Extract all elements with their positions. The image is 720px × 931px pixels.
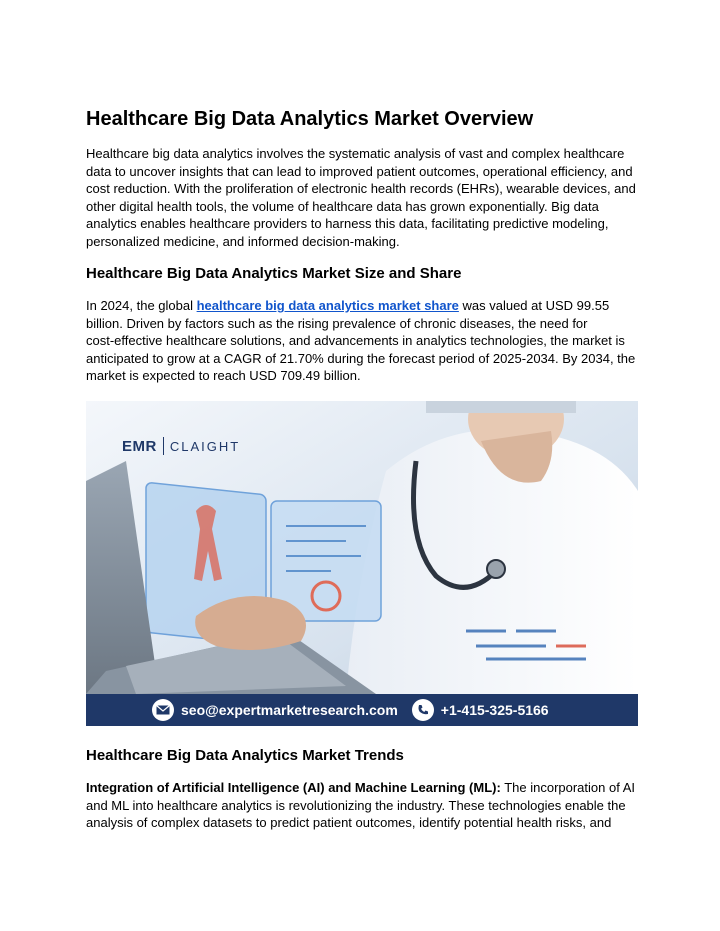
line-text: was valued at USD 99.55 — [458, 298, 610, 313]
overview-line: other digital health tools, the volume of healthcare data has grown exponentially. Big data — [86, 198, 599, 214]
overview-line: data to uncover insights that can lead to improved patient outcomes, operational efficiency, and — [86, 163, 633, 179]
trends-paragraph — [86, 779, 646, 832]
overview-line: analytics enables healthcare providers to harness this data, facilitating predictive modeling, — [86, 216, 609, 231]
overview-line: personalized medicine, and informed decision-making. — [86, 233, 400, 249]
market-share-link[interactable]: healthcare big data analytics market share — [196, 298, 459, 313]
line-text: The incorporation of AI — [500, 780, 636, 795]
size-share-line: cost-effective healthcare solutions, and advancements in analytics technologies, the market is — [86, 333, 625, 348]
emr-claight-logo — [122, 437, 240, 455]
contact-email: seo@expertmarketresearch.com — [181, 702, 398, 718]
contact-phone: +1-415-325-5166 — [440, 702, 549, 718]
promo-banner-image — [86, 401, 638, 726]
overview-line: Healthcare big data analytics involves the systematic analysis of vast and complex healthcare — [86, 146, 625, 161]
size-share-paragraph — [86, 297, 646, 385]
trend-lead: Integration of Artificial Intelligence (AI) and Machine Learning (ML): — [86, 780, 501, 795]
size-share-line: anticipated to grow at a CAGR of 21.70% during the forecast period of 2025-2034. By 2034, the — [86, 350, 636, 366]
trends-line: and ML into healthcare analytics is revolutionizing the industry. These technologies enable the — [86, 797, 626, 813]
overview-line: cost reduction. With the proliferation of electronic health records (EHRs), wearable devices, and — [86, 181, 636, 196]
contact-bar — [86, 694, 638, 726]
phone-icon — [412, 699, 434, 721]
logo-emr-text: EMR — [122, 437, 157, 455]
logo-claight-text: CLAIGHT — [169, 438, 241, 454]
trends-heading: Healthcare Big Data Analytics Market Trends — [86, 747, 404, 764]
envelope-icon — [152, 699, 174, 721]
trends-line — [86, 779, 646, 797]
trends-line: analysis of complex datasets to predict patient outcomes, identify potential health risks, and — [86, 815, 612, 830]
size-share-line: market is expected to reach USD 709.49 billion. — [86, 368, 361, 383]
size-share-line — [86, 297, 646, 315]
logo-divider — [163, 437, 164, 455]
overview-paragraph — [86, 145, 646, 250]
line-text: In 2024, the global — [86, 298, 197, 313]
page-title: Healthcare Big Data Analytics Market Overview — [86, 108, 534, 130]
size-share-heading: Healthcare Big Data Analytics Market Size and Share — [86, 265, 462, 282]
size-share-line: billion. Driven by factors such as the rising prevalence of chronic diseases, the need for — [86, 315, 588, 331]
